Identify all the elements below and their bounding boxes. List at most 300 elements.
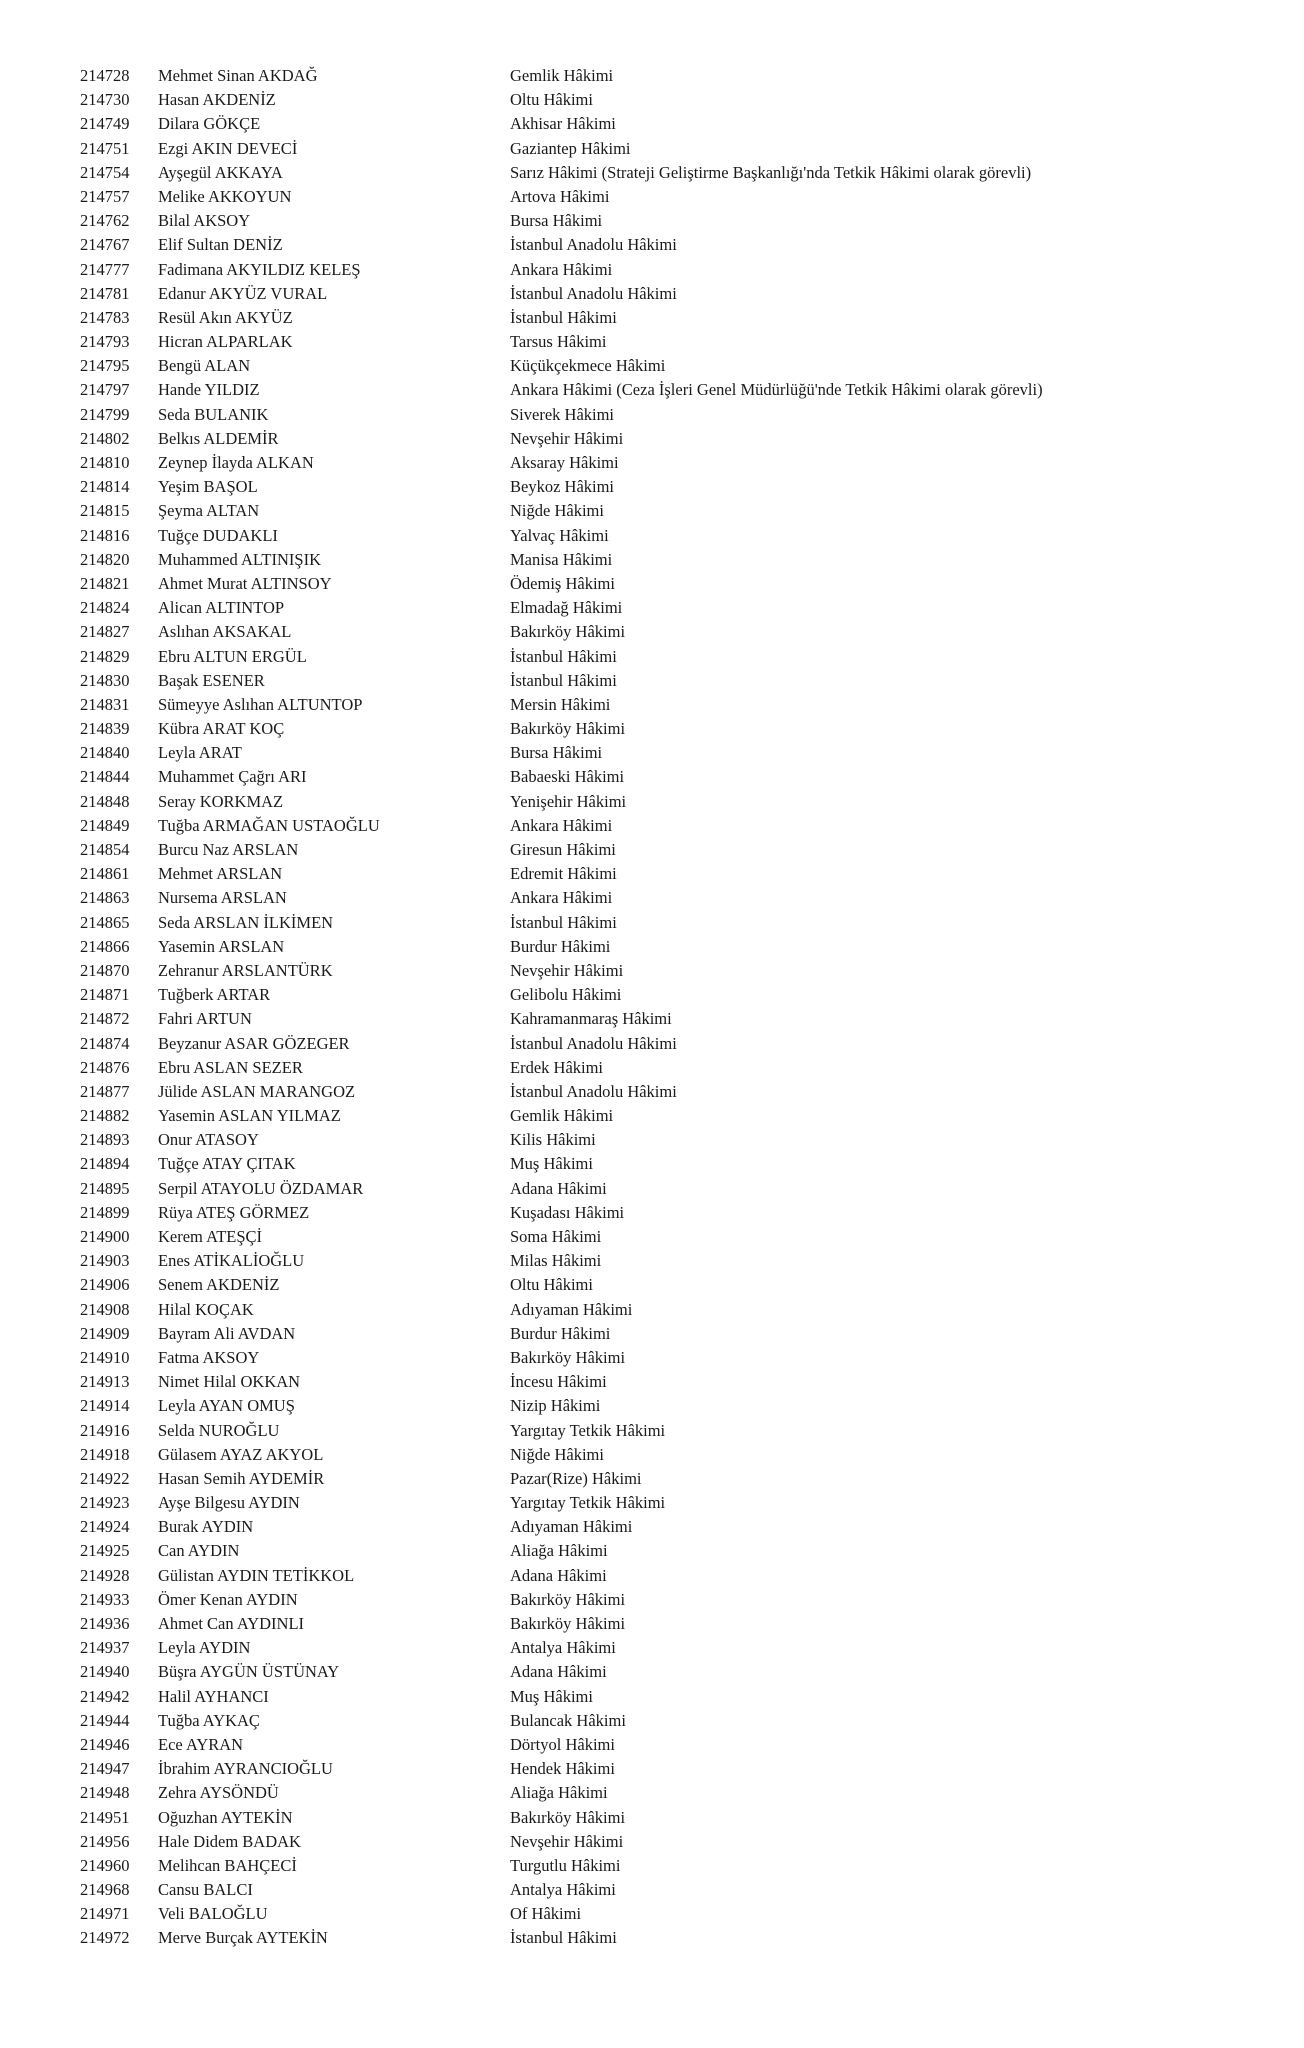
list-row [80, 499, 1260, 523]
person-name: Mehmet ARSLAN [158, 864, 283, 884]
court-assignment: Burdur Hâkimi [510, 936, 611, 956]
person-name: Tuğberk ARTAR [158, 985, 271, 1005]
list-row [80, 1104, 1260, 1128]
registry-number: 214848 [80, 791, 130, 811]
court-assignment: Yenişehir Hâkimi [510, 791, 627, 811]
court-assignment: Dörtyol Hâkimi [510, 1734, 615, 1754]
registry-number: 214827 [80, 622, 130, 642]
court-assignment: Tarsus Hâkimi [510, 332, 607, 352]
list-row [80, 1177, 1260, 1201]
registry-number: 214749 [80, 114, 130, 134]
court-assignment: Beykoz Hâkimi [510, 477, 615, 497]
person-name: Bayram Ali AVDAN [158, 1323, 296, 1343]
list-row [80, 1902, 1260, 1926]
person-name: Jülide ASLAN MARANGOZ [158, 1081, 356, 1101]
court-assignment: İstanbul Hâkimi [510, 646, 617, 666]
person-name: Leyla AYDIN [158, 1638, 251, 1658]
list-row [80, 1443, 1260, 1467]
person-name: Alican ALTINTOP [158, 598, 285, 618]
list-row [80, 524, 1260, 548]
registry-number: 214730 [80, 90, 130, 110]
court-assignment: Bakırköy Hâkimi [510, 719, 626, 739]
person-name: Yasemin ARSLAN [158, 936, 285, 956]
registry-number: 214824 [80, 598, 130, 618]
court-assignment: Aksaray Hâkimi [510, 453, 619, 472]
person-name: Burak AYDIN [158, 1517, 254, 1537]
registry-number: 214906 [80, 1275, 130, 1295]
person-name: Selda NUROĞLU [158, 1420, 280, 1440]
list-row [80, 354, 1260, 378]
list-row [80, 620, 1260, 644]
court-assignment: Giresun Hâkimi [510, 840, 616, 859]
registry-number: 214910 [80, 1347, 130, 1367]
registry-number: 214866 [80, 936, 130, 956]
list-row [80, 1249, 1260, 1273]
person-name: Ebru ASLAN SEZER [158, 1057, 303, 1077]
court-assignment: İstanbul Hâkimi [510, 307, 617, 327]
list-row [80, 669, 1260, 693]
registry-number: 214831 [80, 694, 130, 714]
registry-number: 214797 [80, 380, 130, 400]
list-row [80, 1830, 1260, 1854]
court-assignment: Artova Hâkimi [510, 186, 610, 206]
person-name: Halil AYHANCI [158, 1686, 269, 1706]
person-name: Beyzanur ASAR GÖZEGER [158, 1033, 350, 1053]
court-assignment: Ödemiş Hâkimi [510, 573, 615, 593]
court-assignment: Elmadağ Hâkimi [510, 598, 623, 618]
registry-number: 214781 [80, 283, 130, 303]
person-name: Leyla AYAN OMUŞ [158, 1396, 295, 1416]
person-name: Ayşe Bilgesu AYDIN [158, 1493, 300, 1513]
list-row [80, 1152, 1260, 1176]
court-assignment: Milas Hâkimi [510, 1251, 602, 1271]
court-assignment: Niğde Hâkimi [510, 501, 604, 521]
registry-number: 214956 [80, 1831, 130, 1851]
registry-number: 214844 [80, 767, 130, 787]
person-name: Oğuzhan AYTEKİN [158, 1807, 293, 1827]
person-name: Mehmet Sinan AKDAĞ [158, 66, 318, 85]
list-row [80, 1346, 1260, 1370]
court-assignment: İstanbul Anadolu Hâkimi [510, 283, 677, 303]
list-row [80, 1564, 1260, 1588]
person-name: Kübra ARAT KOÇ [158, 719, 285, 739]
court-assignment: Ankara Hâkimi (Ceza İşleri Genel Müdürlüğü'nde Tetkik Hâkimi olarak görevli) [510, 380, 1043, 400]
list-row [80, 1225, 1260, 1249]
registry-number: 214942 [80, 1686, 130, 1706]
court-assignment: Hendek Hâkimi [510, 1759, 615, 1779]
court-assignment: Kilis Hâkimi [510, 1130, 596, 1150]
list-row [80, 645, 1260, 669]
list-row [80, 548, 1260, 572]
court-assignment: Muş Hâkimi [510, 1154, 593, 1174]
person-name: Nursema ARSLAN [158, 888, 287, 908]
list-row [80, 1685, 1260, 1709]
court-assignment: Of Hâkimi [510, 1904, 582, 1924]
list-row [80, 1032, 1260, 1056]
person-name: Zehranur ARSLANTÜRK [158, 960, 333, 980]
person-name: Tuğba AYKAÇ [158, 1710, 260, 1730]
registry-number: 214863 [80, 888, 130, 908]
court-assignment: Antalya Hâkimi [510, 1880, 616, 1900]
registry-number: 214895 [80, 1178, 130, 1198]
court-assignment: Ankara Hâkimi [510, 888, 613, 908]
court-assignment: Kahramanmaraş Hâkimi [510, 1009, 672, 1029]
court-assignment: Nevşehir Hâkimi [510, 960, 624, 980]
list-row [80, 403, 1260, 427]
list-row [80, 1781, 1260, 1805]
person-name: Gülistan AYDIN TETİKKOL [158, 1565, 355, 1585]
list-row [80, 886, 1260, 910]
list-row [80, 451, 1260, 475]
registry-number: 214872 [80, 1009, 130, 1029]
court-assignment: Küçükçekmece Hâkimi [510, 356, 666, 376]
list-row [80, 1491, 1260, 1515]
list-row [80, 185, 1260, 209]
list-row [80, 475, 1260, 499]
list-row [80, 1273, 1260, 1297]
court-assignment: İstanbul Hâkimi [510, 1928, 617, 1948]
person-name: Cansu BALCI [158, 1880, 253, 1900]
court-assignment: Bursa Hâkimi [510, 211, 603, 231]
list-row [80, 1201, 1260, 1225]
person-name: Büşra AYGÜN ÜSTÜNAY [158, 1662, 340, 1682]
list-row [80, 1419, 1260, 1443]
registry-number: 214894 [80, 1154, 130, 1174]
court-assignment: Soma Hâkimi [510, 1227, 602, 1246]
list-row [80, 693, 1260, 717]
person-name: Leyla ARAT [158, 743, 242, 763]
person-name: Burcu Naz ARSLAN [158, 840, 299, 859]
person-name: Muhammet Çağrı ARI [158, 767, 307, 787]
court-assignment: Sarız Hâkimi (Strateji Geliştirme Başkanlığı'nda Tetkik Hâkimi olarak görevli) [510, 162, 1032, 182]
list-row [80, 378, 1260, 402]
registry-number: 214940 [80, 1662, 130, 1682]
person-name: Hilal KOÇAK [158, 1299, 254, 1319]
court-assignment: Pazar(Rize) Hâkimi [510, 1468, 642, 1488]
person-name: Serpil ATAYOLU ÖZDAMAR [158, 1178, 364, 1198]
person-name: Ömer Kenan AYDIN [158, 1589, 298, 1609]
registry-number: 214795 [80, 356, 130, 376]
person-name: Fahri ARTUN [158, 1009, 252, 1029]
registry-number: 214899 [80, 1202, 130, 1222]
registry-number: 214960 [80, 1855, 130, 1875]
court-assignment: Oltu Hâkimi [510, 1275, 593, 1295]
list-row [80, 765, 1260, 789]
list-row [80, 935, 1260, 959]
list-row [80, 1515, 1260, 1539]
person-name: Sümeyye Aslıhan ALTUNTOP [158, 694, 363, 714]
list-row [80, 1128, 1260, 1152]
person-name: Ezgi AKIN DEVECİ [158, 138, 298, 158]
court-assignment: Bulancak Hâkimi [510, 1710, 626, 1730]
person-name: Bengü ALAN [158, 356, 251, 376]
court-assignment: Gemlik Hâkimi [510, 66, 614, 85]
list-row [80, 233, 1260, 257]
person-name: Fatma AKSOY [158, 1347, 260, 1367]
court-assignment: Aliağa Hâkimi [510, 1541, 608, 1561]
list-row [80, 1080, 1260, 1104]
court-assignment: Yargıtay Tetkik Hâkimi [510, 1420, 666, 1440]
registry-number: 214914 [80, 1396, 130, 1416]
court-assignment: Adıyaman Hâkimi [510, 1517, 633, 1537]
list-row [80, 1709, 1260, 1733]
registry-number: 214814 [80, 477, 130, 497]
registry-number: 214944 [80, 1710, 130, 1730]
list-row [80, 911, 1260, 935]
registry-number: 214909 [80, 1323, 130, 1343]
person-name: Seda ARSLAN İLKİMEN [158, 912, 334, 932]
registry-number: 214871 [80, 985, 130, 1005]
person-name: Kerem ATEŞÇİ [158, 1227, 263, 1246]
list-row [80, 161, 1260, 185]
court-assignment: Adana Hâkimi [510, 1178, 607, 1198]
person-name: Seray KORKMAZ [158, 791, 284, 811]
registry-number: 214925 [80, 1541, 130, 1561]
court-assignment: İncesu Hâkimi [510, 1372, 607, 1392]
person-name: Senem AKDENİZ [158, 1275, 280, 1295]
registry-number: 214757 [80, 186, 130, 206]
registry-number: 214821 [80, 573, 130, 593]
registry-number: 214849 [80, 815, 130, 835]
list-row [80, 1878, 1260, 1902]
registry-number: 214762 [80, 211, 130, 231]
person-name: Edanur AKYÜZ VURAL [158, 283, 328, 303]
list-row [80, 306, 1260, 330]
list-row [80, 741, 1260, 765]
registry-number: 214876 [80, 1057, 130, 1077]
list-row [80, 572, 1260, 596]
registry-number: 214799 [80, 404, 130, 424]
court-assignment: Akhisar Hâkimi [510, 114, 616, 134]
court-assignment: İstanbul Anadolu Hâkimi [510, 1033, 677, 1053]
person-name: Fadimana AKYILDIZ KELEŞ [158, 259, 361, 279]
person-name: Hasan AKDENİZ [158, 90, 276, 110]
list-row [80, 959, 1260, 983]
court-assignment: Nevşehir Hâkimi [510, 1831, 624, 1851]
registry-number: 214815 [80, 501, 130, 521]
list-row [80, 330, 1260, 354]
court-assignment: Aliağa Hâkimi [510, 1783, 608, 1803]
person-name: Ebru ALTUN ERGÜL [158, 646, 307, 666]
court-assignment: Nevşehir Hâkimi [510, 428, 624, 448]
court-assignment: Adana Hâkimi [510, 1662, 607, 1682]
registry-number: 214751 [80, 138, 130, 158]
list-row [80, 427, 1260, 451]
person-name: Ece AYRAN [158, 1734, 244, 1754]
court-assignment: Antalya Hâkimi [510, 1638, 616, 1658]
registry-number: 214728 [80, 66, 130, 85]
registry-number: 214839 [80, 719, 130, 739]
registry-number: 214882 [80, 1106, 130, 1126]
list-row [80, 112, 1260, 136]
person-name: Hande YILDIZ [158, 380, 260, 400]
court-assignment: Bakırköy Hâkimi [510, 1614, 626, 1633]
registry-number: 214900 [80, 1227, 130, 1246]
court-assignment: Adıyaman Hâkimi [510, 1299, 633, 1319]
person-name: Seda BULANIK [158, 404, 269, 424]
court-assignment: Bakırköy Hâkimi [510, 1347, 626, 1367]
registry-number: 214870 [80, 960, 130, 980]
registry-number: 214865 [80, 912, 130, 932]
person-name: İbrahim AYRANCIOĞLU [158, 1759, 333, 1779]
registry-number: 214951 [80, 1807, 130, 1827]
person-name: Tuğba ARMAĞAN USTAOĞLU [158, 815, 380, 835]
court-assignment: Yargıtay Tetkik Hâkimi [510, 1493, 666, 1513]
court-assignment: İstanbul Hâkimi [510, 670, 617, 690]
list-row [80, 88, 1260, 112]
court-assignment: İstanbul Anadolu Hâkimi [510, 235, 677, 255]
person-name: Can AYDIN [158, 1541, 240, 1561]
court-assignment: Ankara Hâkimi [510, 259, 613, 279]
registry-number: 214840 [80, 743, 130, 763]
registry-number: 214916 [80, 1420, 130, 1440]
registry-number: 214893 [80, 1130, 130, 1150]
person-name: Yeşim BAŞOL [158, 477, 258, 497]
list-row [80, 1394, 1260, 1418]
court-assignment: Oltu Hâkimi [510, 90, 593, 110]
list-row [80, 64, 1260, 88]
list-row [80, 1539, 1260, 1563]
person-name: Rüya ATEŞ GÖRMEZ [158, 1202, 310, 1222]
list-row [80, 1636, 1260, 1660]
court-assignment: Bakırköy Hâkimi [510, 622, 626, 642]
list-row [80, 596, 1260, 620]
appointment-list [80, 64, 1260, 1951]
list-row [80, 1806, 1260, 1830]
registry-number: 214971 [80, 1904, 130, 1924]
court-assignment: Ankara Hâkimi [510, 815, 613, 835]
person-name: Elif Sultan DENİZ [158, 235, 283, 255]
court-assignment: Nizip Hâkimi [510, 1396, 601, 1416]
person-name: Onur ATASOY [158, 1130, 259, 1150]
registry-number: 214928 [80, 1565, 130, 1585]
registry-number: 214913 [80, 1372, 130, 1392]
person-name: Tuğçe ATAY ÇITAK [158, 1154, 296, 1174]
person-name: Nimet Hilal OKKAN [158, 1372, 301, 1392]
list-row [80, 1056, 1260, 1080]
person-name: Veli BALOĞLU [158, 1904, 268, 1924]
court-assignment: Gemlik Hâkimi [510, 1106, 614, 1126]
list-row [80, 814, 1260, 838]
court-assignment: Bursa Hâkimi [510, 743, 603, 763]
list-row [80, 1007, 1260, 1031]
list-row [80, 1298, 1260, 1322]
court-assignment: İstanbul Anadolu Hâkimi [510, 1081, 677, 1101]
list-row [80, 1322, 1260, 1346]
registry-number: 214908 [80, 1299, 130, 1319]
registry-number: 214946 [80, 1734, 130, 1754]
registry-number: 214783 [80, 307, 130, 327]
registry-number: 214802 [80, 428, 130, 448]
court-assignment: Muş Hâkimi [510, 1686, 593, 1706]
registry-number: 214903 [80, 1251, 130, 1271]
person-name: Belkıs ALDEMİR [158, 428, 279, 448]
person-name: Bilal AKSOY [158, 211, 251, 231]
court-assignment: Burdur Hâkimi [510, 1323, 611, 1343]
court-assignment: Kuşadası Hâkimi [510, 1202, 625, 1222]
registry-number: 214854 [80, 840, 130, 859]
person-name: Enes ATİKALİOĞLU [158, 1251, 305, 1271]
list-row [80, 1757, 1260, 1781]
registry-number: 214829 [80, 646, 130, 666]
list-row [80, 209, 1260, 233]
registry-number: 214877 [80, 1081, 130, 1101]
court-assignment: Adana Hâkimi [510, 1565, 607, 1585]
person-name: Gülasem AYAZ AKYOL [158, 1444, 324, 1464]
court-assignment: Edremit Hâkimi [510, 864, 617, 884]
person-name: Aslıhan AKSAKAL [158, 622, 292, 642]
person-name: Başak ESENER [158, 670, 265, 690]
registry-number: 214937 [80, 1638, 130, 1658]
list-row [80, 282, 1260, 306]
list-row [80, 1370, 1260, 1394]
person-name: Hicran ALPARLAK [158, 332, 293, 352]
person-name: Melihcan BAHÇECİ [158, 1855, 297, 1875]
registry-number: 214936 [80, 1614, 130, 1633]
person-name: Hale Didem BADAK [158, 1831, 301, 1851]
court-assignment: Gaziantep Hâkimi [510, 138, 631, 158]
registry-number: 214923 [80, 1493, 130, 1513]
person-name: Zehra AYSÖNDÜ [158, 1783, 279, 1803]
court-assignment: Bakırköy Hâkimi [510, 1807, 626, 1827]
court-assignment: Siverek Hâkimi [510, 404, 615, 424]
court-assignment: İstanbul Hâkimi [510, 912, 617, 932]
person-name: Muhammed ALTINIŞIK [158, 549, 322, 569]
court-assignment: Niğde Hâkimi [510, 1444, 604, 1464]
list-row [80, 1660, 1260, 1684]
registry-number: 214754 [80, 162, 130, 182]
list-row [80, 838, 1260, 862]
registry-number: 214874 [80, 1033, 130, 1053]
registry-number: 214968 [80, 1880, 130, 1900]
registry-number: 214777 [80, 259, 130, 279]
registry-number: 214972 [80, 1928, 130, 1948]
registry-number: 214861 [80, 864, 130, 884]
registry-number: 214924 [80, 1517, 130, 1537]
registry-number: 214810 [80, 453, 130, 472]
person-name: Hasan Semih AYDEMİR [158, 1468, 325, 1488]
registry-number: 214922 [80, 1468, 130, 1488]
court-assignment: Babaeski Hâkimi [510, 767, 625, 787]
person-name: Ayşegül AKKAYA [158, 162, 283, 182]
person-name: Melike AKKOYUN [158, 186, 292, 206]
court-assignment: Mersin Hâkimi [510, 694, 611, 714]
person-name: Tuğçe DUDAKLI [158, 525, 278, 545]
list-row [80, 717, 1260, 741]
person-name: Resül Akın AKYÜZ [158, 307, 293, 327]
registry-number: 214948 [80, 1783, 130, 1803]
list-row [80, 1467, 1260, 1491]
registry-number: 214918 [80, 1444, 130, 1464]
person-name: Şeyma ALTAN [158, 501, 260, 521]
person-name: Ahmet Murat ALTINSOY [158, 573, 332, 593]
person-name: Zeynep İlayda ALKAN [158, 453, 314, 472]
list-row [80, 862, 1260, 886]
court-assignment: Gelibolu Hâkimi [510, 985, 622, 1005]
list-row [80, 1733, 1260, 1757]
person-name: Merve Burçak AYTEKİN [158, 1928, 328, 1948]
registry-number: 214830 [80, 670, 130, 690]
person-name: Dilara GÖKÇE [158, 114, 261, 134]
list-row [80, 983, 1260, 1007]
person-name: Ahmet Can AYDINLI [158, 1614, 305, 1633]
registry-number: 214816 [80, 525, 130, 545]
person-name: Yasemin ASLAN YILMAZ [158, 1106, 341, 1126]
list-row [80, 790, 1260, 814]
registry-number: 214933 [80, 1589, 130, 1609]
court-assignment: Bakırköy Hâkimi [510, 1589, 626, 1609]
list-row [80, 1926, 1260, 1950]
